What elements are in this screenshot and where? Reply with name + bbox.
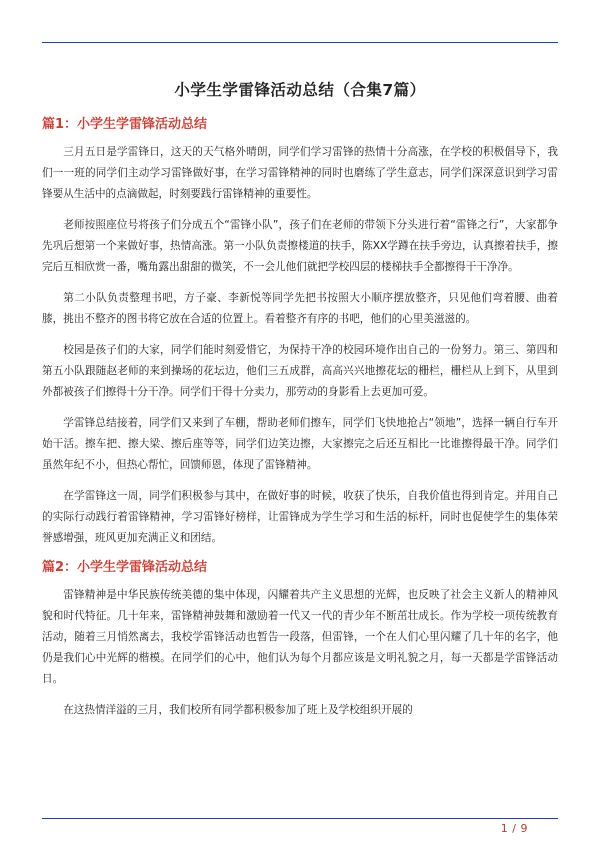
paragraph: 在学雷锋这一周，同学们积极参与其中，在做好事的时候，收获了快乐，自我价值也得到肯定。并用自己的实际行动践行着雷锋精神，学习雷锋好榜样，让雷锋成为学生学习和生活的标杆，同时也促使学生的集体荣誉感增强，班风更加充满正义和团结。 (42, 490, 558, 544)
section-1 (42, 116, 558, 549)
section-2 (42, 559, 558, 721)
footer-rule (42, 818, 558, 819)
page-number: 1 / 9 (500, 822, 528, 835)
header-rule (42, 42, 558, 43)
document-title: 小学生学雷锋活动总结（合集7篇） (174, 81, 426, 99)
paragraph: 老师按照座位号将孩子们分成五个“雷锋小队”，孩子们在老师的带领下分头进行着“雷锋之行”，大家都争先巩后想第一个来做好事，热情高涨。第一小队负责擦楼道的扶手，陈XX学蹲在扶手旁边，认真擦着扶手，擦完后互相欣赏一番，嘴角露出甜甜的微笑，不一会儿他们就把学校四层的楼梯扶手全都擦得干干净净。 (42, 219, 558, 273)
paragraph: 在这热情洋溢的三月，我们校所有同学都积极参加了班上及学校组织开展的 (63, 704, 413, 716)
section-heading: 篇2：小学生学雷锋活动总结 (42, 560, 208, 575)
paragraph: 校园是孩子们的大家，同学们能时刻爱惜它，为保持干净的校园环境作出自己的一份努力。第三、第四和第五小队跟随赵老师的来到操场的花坛边，他们三五成群，高高兴兴地擦花坛的栅栏，栅栏从上到下，从里到外都被孩子们擦得十分干净。同学们干得十分卖力，那劳动的身影看上去更加可爱。 (42, 344, 558, 398)
paragraph: 学雷锋总结接着，同学们又来到了车棚，帮助老师们擦车，同学们飞快地抢占“领地”，选择一辆自行车开始干活。擦车把、擦大梁、擦后座等等，同学们边笑边擦，大家擦完之后还互相比一比谁擦得最干净。同学们虽然年纪不小，但热心帮忙，回馈师恩，体现了雷锋精神。 (42, 417, 558, 471)
paragraph: 第二小队负责整理书吧，方子豪、李新悦等同学先把书按照大小顺序摆放整齐，只见他们弯着腰、曲着膝，挑出不整齐的图书将它放在合适的位置上。看着整齐有序的书吧，他们的心里美滋滋的。 (42, 292, 558, 325)
paragraph: 雷锋精神是中华民族传统美德的集中体现，闪耀着共产主义思想的光辉，也反映了社会主义新人的精神风貌和时代特征。几十年来，雷锋精神鼓舞和激励着一代又一代的青少年不断茁壮成长。作为学校一项传统教育活动，随着三月悄然离去，我校学雷锋活动也暂告一段落，但雷锋，一个在人们心里闪耀了几十年的名字，他仍是我们心中光辉的楷模。在同学们的心中，他们认为每个月都应该是文明礼貌之月，每一天都是学雷锋活动日。 (42, 589, 558, 685)
paragraph: 三月五日是学雷锋日，这天的天气格外晴朗，同学们学习雷锋的热情十分高涨，在学校的积极倡导下，我们一一班的同学们主动学习雷锋做好事，在学习雷锋精神的同时也磨练了学生意志，同学们深深意识到学习雷锋要从生活中的点滴做起，时刻要践行雷锋精神的重要性。 (42, 146, 558, 200)
section-heading: 篇1：小学生学雷锋活动总结 (42, 117, 208, 132)
document-body (42, 70, 558, 731)
